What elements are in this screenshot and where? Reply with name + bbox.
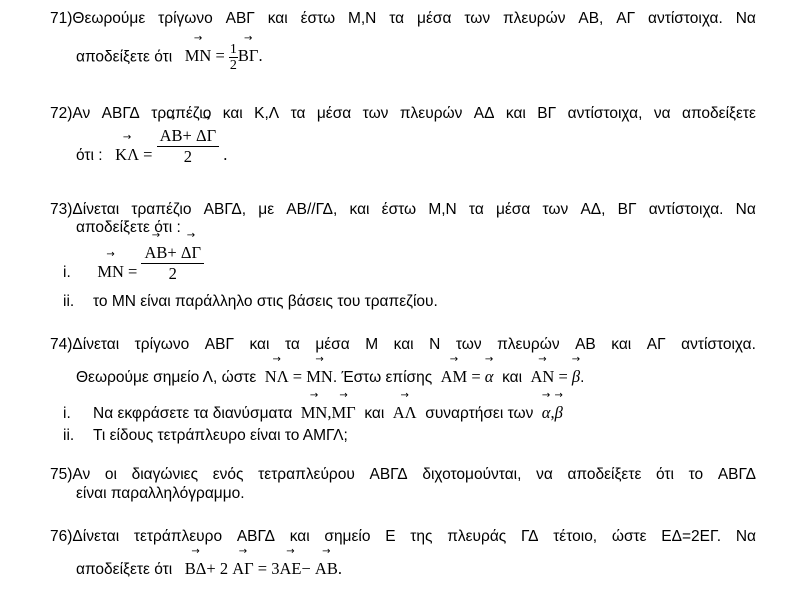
- text-word: αποδείξετε: [567, 466, 642, 483]
- exercise-73-line1: [50, 200, 756, 220]
- vector-mg: → ΜΓ: [331, 403, 355, 423]
- vector-bd: → ΒΔ: [185, 559, 207, 579]
- exercise-number-and-first-word: 73)Δίνεται: [50, 201, 120, 218]
- text-word: ώστε: [611, 528, 647, 545]
- formula-al: [389, 403, 417, 422]
- vector-alpha: → α: [542, 403, 551, 423]
- text-word: ΑΒΓΔ,: [203, 201, 247, 218]
- fraction-denominator: 2: [183, 146, 192, 166]
- text-word: τα: [389, 10, 405, 27]
- text-word: τέτοιο,: [553, 528, 598, 545]
- exercise-72-lead: ότι :: [76, 147, 103, 164]
- text-word: πλευρών: [502, 10, 566, 27]
- text-word: Να: [735, 528, 756, 545]
- item-ii-text: το ΜΝ είναι παράλληλο στις βάσεις του τραπεζίου.: [93, 293, 438, 310]
- text-word: τετραπλεύρου: [258, 466, 355, 483]
- text-word: έστω: [300, 10, 336, 27]
- text-word: αποδείξετε: [681, 105, 756, 122]
- vector-nl: → ΝΛ: [265, 367, 289, 387]
- fraction-denominator: 2: [168, 263, 177, 283]
- text-word: των: [464, 10, 491, 27]
- text-word: Κ,Λ: [254, 105, 280, 122]
- item-label-i: i.: [63, 264, 71, 281]
- exercise-73-line2: αποδείξετε ότι :: [76, 219, 181, 236]
- text-word: ΑΒ,: [578, 10, 604, 27]
- equals-sign: =: [471, 367, 481, 386]
- text-word: με: [258, 201, 275, 218]
- text-word: τετράπλευρο: [133, 528, 223, 545]
- vector-dg: → ΔΓ: [181, 243, 201, 263]
- text-word: ΒΓ: [537, 105, 557, 122]
- fraction-mn: [141, 243, 204, 284]
- coefficient-3: 3: [271, 559, 280, 578]
- vector-al: → ΑΛ: [393, 403, 417, 423]
- exercise-number-and-first-word: 74)Δίνεται: [50, 336, 120, 353]
- equals-sign: =: [558, 367, 568, 386]
- text-word: και: [611, 336, 632, 353]
- formula-an-beta: [526, 367, 580, 386]
- period: .: [337, 559, 342, 578]
- text-word: διαγώνιες: [131, 466, 199, 483]
- conjunction-and: και: [502, 369, 523, 386]
- text-word: μέσα: [316, 105, 352, 122]
- vector-ab: → ΑΒ: [315, 559, 338, 579]
- item-label-ii: ii.: [63, 427, 75, 444]
- vector-beta: → β: [555, 403, 563, 423]
- text-word: μέσα: [417, 10, 452, 27]
- text-word: και: [267, 10, 288, 27]
- text-word: ΕΔ=2ΕΓ.: [661, 528, 722, 545]
- exercise-74-item-ii: [63, 426, 348, 446]
- text-word: να: [653, 105, 671, 122]
- text-word: τραπέζιο: [131, 201, 192, 218]
- vector-ab: → ΑΒ: [144, 243, 167, 263]
- exercise-number-and-first-word: 71)Θεωρούμε: [50, 10, 146, 27]
- exercise-74-line2: [76, 367, 584, 388]
- formula-alpha-beta: [538, 403, 563, 422]
- text-word: ΑΒΓΔ: [369, 466, 408, 483]
- text-word: των: [542, 201, 569, 218]
- fraction-numerator: [141, 243, 204, 264]
- fraction-kl: [157, 126, 220, 167]
- text-word: να: [536, 466, 553, 483]
- text-word: ΑΒ: [575, 336, 596, 353]
- equals-sign: =: [143, 145, 153, 164]
- exercise-71-formula: [177, 42, 263, 73]
- text-word: σημείο: [324, 528, 371, 545]
- comma: ,: [327, 403, 332, 422]
- exercise-71-line1: [50, 9, 756, 29]
- exercise-72-line1: [50, 104, 756, 124]
- item-label-ii: ii.: [63, 293, 75, 310]
- plus-sign: +: [206, 559, 216, 578]
- text-word: και: [505, 105, 526, 122]
- exercise-76-line2: [76, 559, 342, 580]
- text-word: πλευρών: [399, 105, 463, 122]
- text-word: μέσα: [495, 201, 531, 218]
- conjunction-and: και: [364, 405, 385, 422]
- period: .: [580, 369, 585, 386]
- text-word: ΓΔ: [521, 528, 539, 545]
- exercise-71-line2: [76, 42, 263, 73]
- text-word: ΑΒΓ: [225, 10, 255, 27]
- plus-sign: +: [167, 242, 177, 262]
- comma: ,: [550, 403, 555, 422]
- text-word: ΑΔ: [473, 105, 495, 122]
- fraction-denominator: 2: [229, 58, 237, 73]
- text-word: τραπέζιο: [151, 105, 212, 122]
- text-word: τα: [284, 336, 300, 353]
- vector-kl: → ΚΛ: [115, 145, 139, 165]
- plus-sign: +: [182, 125, 192, 145]
- vector-alpha: → α: [485, 367, 494, 387]
- text-word: διχοτομούνται,: [422, 466, 522, 483]
- text-word: Να: [735, 10, 756, 27]
- text-word: και: [393, 336, 414, 353]
- minus-sign: −: [301, 559, 311, 578]
- vector-mn: → MN: [185, 46, 212, 66]
- text-word: Ε: [385, 528, 396, 545]
- text-word: τρίγωνο: [158, 10, 213, 27]
- item-i-mid: συναρτήσει των: [425, 405, 534, 422]
- text-word: Μ,Ν: [347, 10, 377, 27]
- exercise-number-and-first-word: 72)Αν: [50, 105, 91, 122]
- text-word: το: [688, 466, 704, 483]
- fraction-one-half: [229, 42, 238, 73]
- vector-beta: → β: [572, 367, 580, 387]
- vector-ag: → ΑΓ: [232, 559, 253, 579]
- equals-sign: =: [257, 559, 268, 578]
- equals-sign: =: [128, 262, 138, 281]
- text-word: ΑΒΓ: [204, 336, 234, 353]
- exercise-71-lead: αποδείξετε ότι: [76, 48, 173, 66]
- formula-mn-mg: [297, 403, 356, 422]
- vector-ab: → ΑΒ: [160, 126, 183, 146]
- item-i-lead: Να εκφράσετε τα διανύσματα: [93, 405, 293, 422]
- period: .: [258, 46, 263, 66]
- equals-sign: =: [215, 46, 225, 66]
- text-word: τα: [290, 105, 306, 122]
- text-word: ΒΓ: [617, 201, 637, 218]
- exercise-76-formula: [177, 559, 342, 578]
- text-word: και: [249, 336, 270, 353]
- exercise-76-lead: αποδείξετε ότι: [76, 561, 173, 578]
- text-word: των: [362, 105, 389, 122]
- text-word: ΑΓ: [646, 336, 666, 353]
- text-word: ΑΒΓΔ: [101, 105, 140, 122]
- exercise-76-line1: [50, 527, 756, 547]
- exercise-74-mid: . Έστω επίσης: [332, 369, 433, 386]
- vector-mn: → ΜΝ: [301, 403, 328, 423]
- exercise-74-item-i: [63, 403, 563, 424]
- text-word: των: [455, 336, 482, 353]
- text-word: μέσα: [315, 336, 350, 353]
- coefficient-2: 2: [219, 559, 229, 578]
- vector-bg: → ΒΓ: [238, 46, 259, 66]
- text-word: Ν: [429, 336, 441, 353]
- exercise-number-and-first-word: 75)Αν: [50, 466, 91, 483]
- fraction-numerator: 1: [229, 42, 237, 57]
- text-word: πλευρών: [497, 336, 560, 353]
- text-word: και: [349, 201, 370, 218]
- text-word: ΑΓ: [616, 10, 636, 27]
- text-word: αντίστοιχα.: [648, 201, 724, 218]
- text-word: αντίστοιχα,: [567, 105, 643, 122]
- formula-nl-mn: [261, 367, 333, 386]
- text-word: ενός: [212, 466, 244, 483]
- text-word: ΑΔ,: [580, 201, 606, 218]
- vector-dg: → ΔΓ: [196, 126, 216, 146]
- text-word: αντίστοιχα.: [681, 336, 756, 353]
- text-word: οι: [104, 466, 117, 483]
- exercise-number-and-first-word: 76)Δίνεται: [50, 528, 120, 545]
- vector-an: → ΑΝ: [530, 367, 554, 387]
- text-word: αντίστοιχα.: [648, 10, 723, 27]
- exercise-74-lead: Θεωρούμε σημείο Λ, ώστε: [76, 369, 257, 386]
- text-word: ΑΒΓΔ: [717, 466, 756, 483]
- text-word: της: [410, 528, 433, 545]
- item-ii-text: Τι είδους τετράπλευρο είναι το ΑΜΓΛ;: [93, 427, 348, 444]
- text-word: ΑΒΓΔ: [236, 528, 275, 545]
- text-word: και: [222, 105, 243, 122]
- vector-ae: → ΑΕ: [279, 559, 301, 579]
- text-word: τρίγωνο: [134, 336, 190, 353]
- vector-mn: → ΜΝ: [97, 262, 124, 282]
- vector-am: → ΑΜ: [441, 367, 468, 387]
- text-word: Μ: [365, 336, 379, 353]
- text-word: πλευράς: [447, 528, 507, 545]
- text-word: Να: [735, 201, 756, 218]
- text-word: Μ,Ν: [428, 201, 457, 218]
- item-label-i: i.: [63, 405, 71, 422]
- text-word: ότι: [656, 466, 674, 483]
- equals-sign: =: [292, 367, 303, 386]
- exercise-73-item-ii: [63, 292, 438, 312]
- text-word: έστω: [381, 201, 417, 218]
- formula-am-alpha: [437, 367, 494, 386]
- exercise-74-line1: [50, 335, 756, 355]
- text-word: και: [289, 528, 310, 545]
- text-word: ΑΒ//ΓΔ,: [286, 201, 338, 218]
- exercise-75-line2: είναι παραλληλόγραμμο.: [76, 485, 245, 502]
- period: .: [223, 145, 228, 164]
- exercise-75-line1: [50, 465, 756, 485]
- fraction-numerator: [157, 126, 220, 147]
- vector-mn: → ΜΝ: [306, 367, 333, 387]
- text-word: τα: [468, 201, 484, 218]
